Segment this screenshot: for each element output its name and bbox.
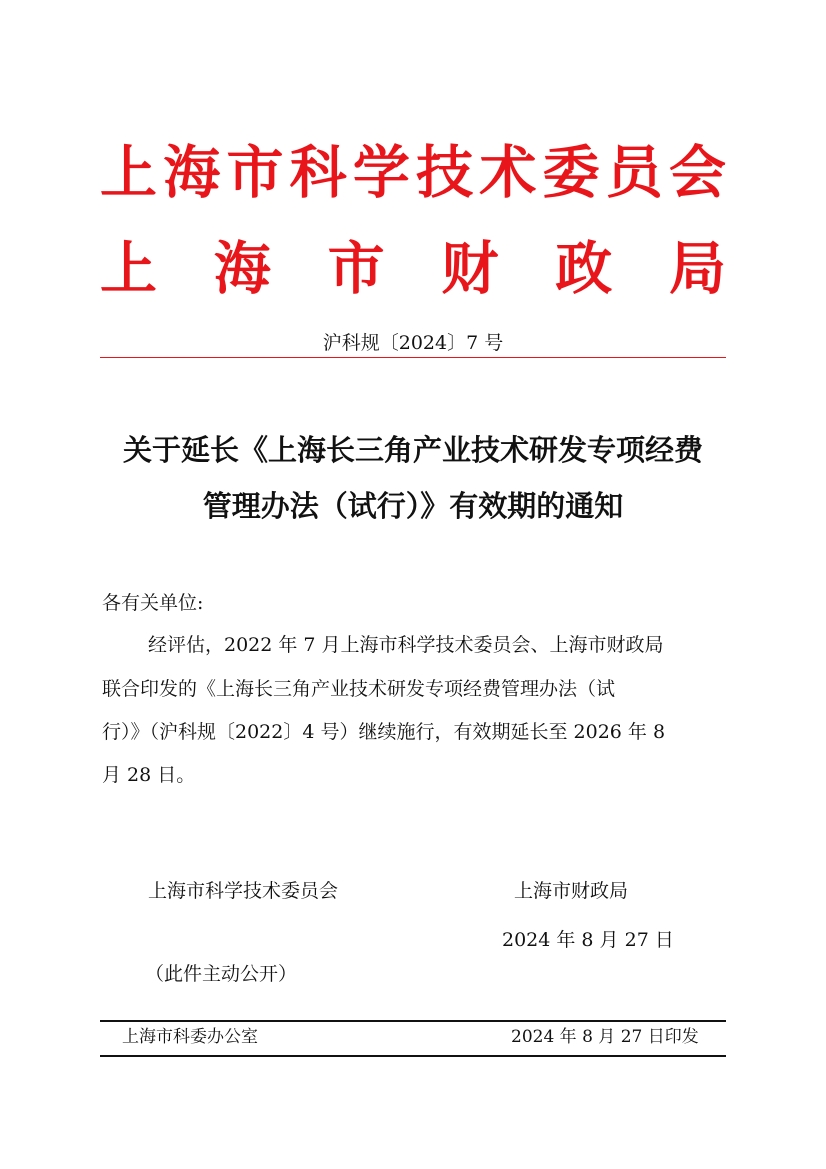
paragraph-line: 行）》（沪科规〔2022〕4 号）继续施行，有效期延长至 2026 年 8 <box>102 721 666 743</box>
title-char: 局 <box>668 235 726 302</box>
title-char: 员 <box>605 139 663 206</box>
title-char: 委 <box>542 139 600 206</box>
title-char: 会 <box>668 139 726 206</box>
title-char: 科 <box>289 139 347 206</box>
public-disclosure-note: （此件主动公开） <box>145 963 298 985</box>
title-char: 政 <box>555 235 613 302</box>
document-number: 沪科规〔2024〕7 号 <box>322 332 504 354</box>
paragraph-line: 联合印发的《上海长三角产业技术研发专项经费管理办法（试 <box>102 678 616 700</box>
title-char: 技 <box>416 139 474 206</box>
title-char: 海 <box>163 139 221 206</box>
paragraph-line: 经评估，2022 年 7 月上海市科学技术委员会、上海市财政局 <box>148 634 664 656</box>
footer-top-rule <box>100 1020 726 1022</box>
footer-issuing-office: 上海市科委办公室 <box>122 1027 258 1047</box>
title-char: 上 <box>100 235 157 302</box>
title-char: 市 <box>327 235 385 302</box>
title-char: 上 <box>100 139 157 206</box>
footer-print-date: 2024 年 8 月 27 日印发 <box>511 1027 699 1047</box>
title-char: 市 <box>226 139 284 206</box>
signature-date: 2024 年 8 月 27 日 <box>502 929 674 951</box>
salutation: 各有关单位: <box>102 592 204 614</box>
signer-finance-bureau: 上海市财政局 <box>514 880 629 902</box>
title-char: 学 <box>352 139 410 206</box>
footer-bottom-rule <box>100 1055 726 1057</box>
paragraph-line: 月 28 日。 <box>102 764 196 786</box>
issuer-title-line-2 <box>100 234 726 304</box>
title-char: 海 <box>213 235 271 302</box>
title-char: 财 <box>441 235 499 302</box>
title-char: 术 <box>479 139 537 206</box>
issuer-title-line-1 <box>100 138 726 208</box>
red-divider <box>100 357 726 358</box>
document-title-line-1: 关于延长《上海长三角产业技术研发专项经费 <box>122 433 703 467</box>
document-title-line-2: 管理办法（试行）》有效期的通知 <box>202 489 624 523</box>
signer-commission: 上海市科学技术委员会 <box>148 880 339 902</box>
